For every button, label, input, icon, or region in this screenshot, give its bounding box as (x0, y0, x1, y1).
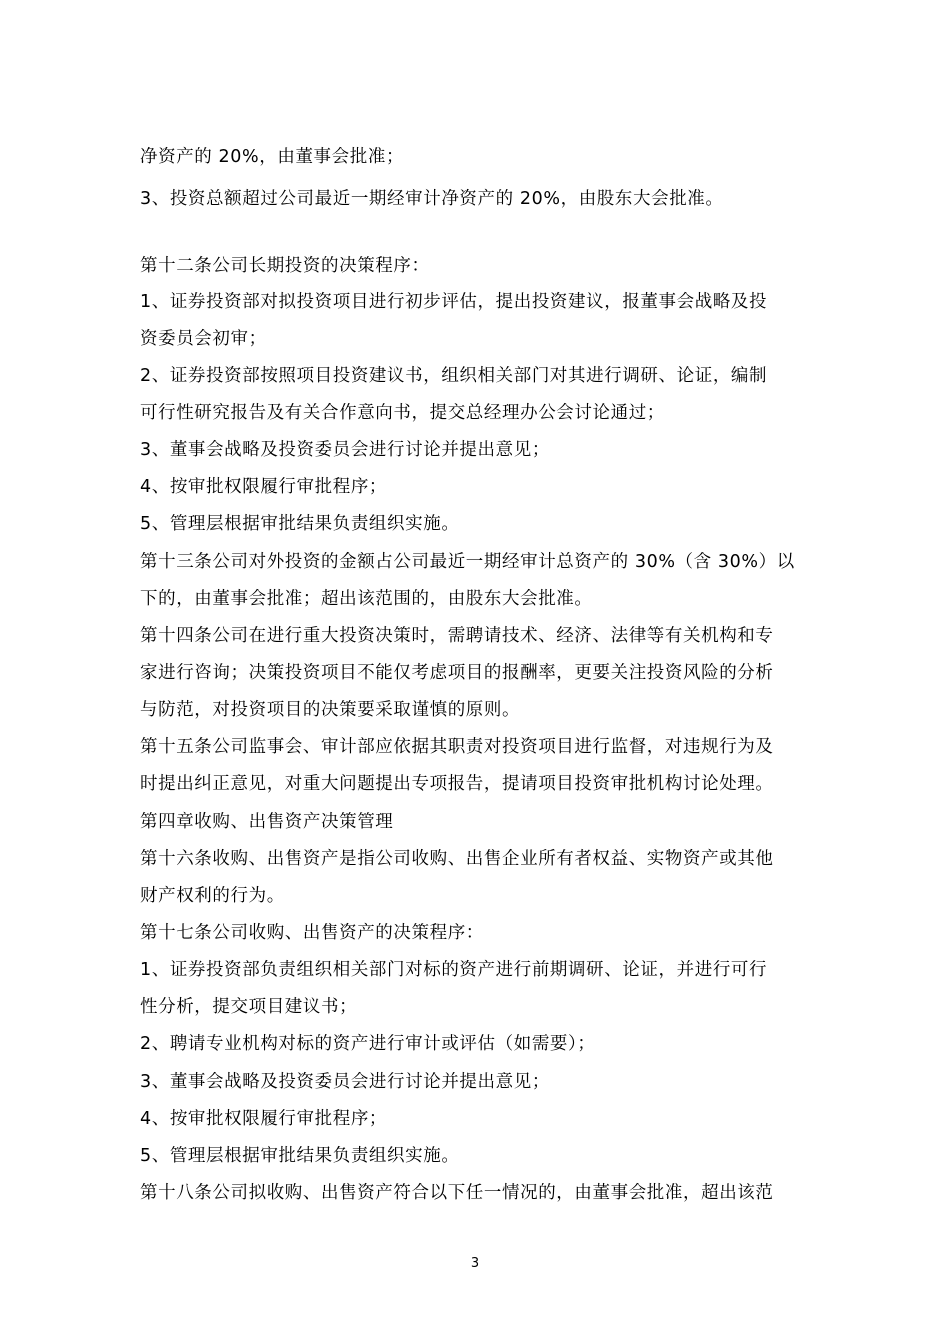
text-line: 3、董事会战略及投资委员会进行讨论并提出意见； (140, 440, 550, 460)
text-line: 第十三条公司对外投资的金额占公司最近一期经审计总资产的 30%（含 30%）以 (140, 552, 795, 572)
text-line: 与防范，对投资项目的决策要采取谨慎的原则。 (140, 700, 521, 720)
text-line: 资委员会初审； (140, 329, 267, 349)
text-line: 第十五条公司监事会、审计部应依据其职责对投资项目进行监督，对违规行为及 (140, 737, 774, 757)
text-line: 可行性研究报告及有关合作意向书，提交总经理办公会讨论通过； (140, 403, 665, 423)
text-line: 1、证券投资部对拟投资项目进行初步评估，提出投资建议，报董事会战略及投 (140, 292, 768, 312)
page-number: 3 (470, 1256, 480, 1271)
text-line: 5、管理层根据审批结果负责组织实施。 (140, 514, 460, 534)
chapter-heading: 第四章收购、出售资产决策管理 (140, 812, 394, 832)
text-line: 2、聘请专业机构对标的资产进行审计或评估（如需要）； (140, 1034, 596, 1054)
text-line: 第十六条收购、出售资产是指公司收购、出售企业所有者权益、实物资产或其他 (140, 849, 774, 869)
text-line: 家进行咨询；决策投资项目不能仅考虑项目的报酬率，更要关注投资风险的分析 (140, 663, 774, 683)
text-line: 3、董事会战略及投资委员会进行讨论并提出意见； (140, 1072, 550, 1092)
text-line: 1、证券投资部负责组织相关部门对标的资产进行前期调研、论证，并进行可行 (140, 960, 768, 980)
text-line: 时提出纠正意见，对重大问题提出专项报告，提请项目投资审批机构讨论处理。 (140, 774, 774, 794)
text-line: 性分析，提交项目建议书； (140, 997, 358, 1017)
text-line: 第十八条公司拟收购、出售资产符合以下任一情况的，由董事会批准，超出该范 (140, 1183, 774, 1203)
text-line: 下的，由董事会批准；超出该范围的，由股东大会批准。 (140, 589, 593, 609)
text-line: 4、按审批权限履行审批程序； (140, 477, 388, 497)
text-line: 2、证券投资部按照项目投资建议书，组织相关部门对其进行调研、论证，编制 (140, 366, 768, 386)
text-line: 3、投资总额超过公司最近一期经审计净资产的 20%，由股东大会批准。 (140, 189, 724, 209)
text-line: 第十四条公司在进行重大投资决策时，需聘请技术、经济、法律等有关机构和专 (140, 626, 774, 646)
text-line: 第十七条公司收购、出售资产的决策程序： (140, 923, 484, 943)
text-line: 净资产的 20%，由董事会批准； (140, 147, 405, 167)
text-line: 财产权利的行为。 (140, 886, 285, 906)
text-line: 5、管理层根据审批结果负责组织实施。 (140, 1146, 460, 1166)
text-line: 4、按审批权限履行审批程序； (140, 1109, 388, 1129)
section-heading: 第十二条公司长期投资的决策程序： (140, 256, 430, 276)
